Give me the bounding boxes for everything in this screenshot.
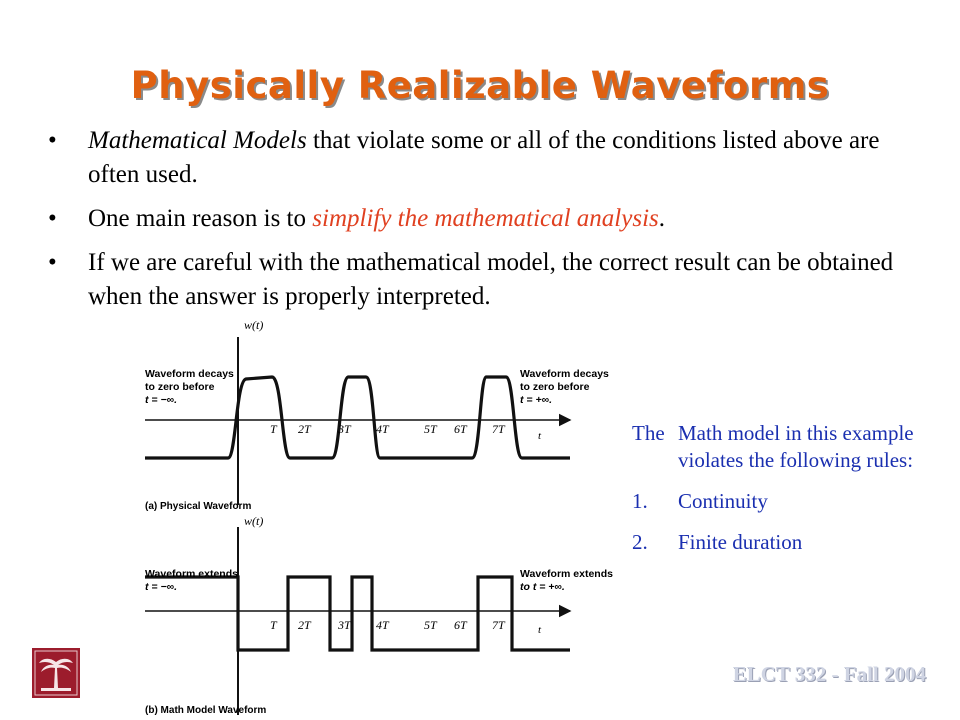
- bullet-item: [48, 246, 928, 314]
- rule-list-item: [632, 488, 932, 515]
- bullet-text: that violate some or all of the conditions listed above are often used.: [88, 127, 880, 188]
- top-left-note-3: t = −∞.: [145, 394, 177, 406]
- top-right-note-1: Waveform decays: [520, 368, 609, 380]
- top-tick-labels: [270, 422, 506, 436]
- bottom-right-note-1: Waveform extends: [520, 568, 613, 580]
- bullet-highlight: simplify the mathematical analysis: [312, 205, 659, 232]
- math-waveform-trace: [145, 577, 570, 650]
- bottom-tick-labels: [270, 618, 506, 632]
- tick-label: T: [270, 422, 277, 436]
- bullet-prefix: One main reason is to: [88, 205, 313, 232]
- bottom-left-note-2: t = −∞.: [145, 581, 177, 593]
- bullet-marker: •: [48, 249, 57, 276]
- tick-label: 4T: [376, 422, 389, 436]
- side-note-intro: [632, 420, 932, 474]
- footer-course: ELCT 332 - Fall 2004: [732, 662, 926, 686]
- rule-number: 2.: [632, 530, 648, 554]
- rule-list-item: [632, 529, 932, 556]
- tick-label: 4T: [376, 618, 389, 632]
- top-caption: (a) Physical Waveform: [145, 501, 252, 512]
- tick-label: 2T: [298, 618, 311, 632]
- top-ylabel: w(t): [244, 318, 264, 332]
- bullet-text: If we are careful with the mathematical model, the correct result can be obtained when the answer is properly interpreted.: [88, 249, 894, 310]
- slide-title: Physically Realizable Waveforms: [130, 64, 830, 107]
- top-left-note-2: to zero before: [145, 381, 215, 393]
- rule-text: Finite duration: [678, 530, 803, 554]
- rule-number: 1.: [632, 489, 648, 513]
- bullet-marker: •: [48, 127, 57, 154]
- bullet-list: [48, 124, 928, 324]
- physical-waveform-panel: [145, 318, 609, 512]
- tick-label: 5T: [424, 618, 437, 632]
- waveform-svg: [140, 315, 620, 720]
- bottom-ylabel: w(t): [244, 514, 264, 528]
- bullet-marker: •: [48, 205, 57, 232]
- side-note-intro-text: Math model in this example violates the following rules:: [678, 421, 914, 472]
- tick-label: 3T: [338, 422, 351, 436]
- bottom-axis-label: t: [538, 624, 542, 636]
- top-right-note-2: to zero before: [520, 381, 590, 393]
- bullet-item: [48, 202, 928, 236]
- bottom-left-note-1: Waveform extends: [145, 568, 238, 580]
- bullet-italic-lead: Mathematical Models: [88, 127, 307, 154]
- tick-label: 6T: [454, 618, 467, 632]
- tick-label: T: [270, 618, 277, 632]
- top-left-note-1: Waveform decays: [145, 368, 234, 380]
- top-axis-label: t: [538, 430, 542, 442]
- bullet-suffix: .: [658, 205, 665, 232]
- tick-label: 5T: [424, 422, 437, 436]
- waveform-figure: [140, 315, 620, 720]
- tick-label: 7T: [492, 422, 505, 436]
- tick-label: 3T: [338, 618, 351, 632]
- bullet-item: [48, 124, 928, 192]
- side-note-intro-lead: The: [632, 421, 665, 445]
- side-note: [632, 420, 932, 570]
- palmetto-tree-logo-icon: [32, 648, 80, 698]
- tick-label: 7T: [492, 618, 505, 632]
- tick-label: 6T: [454, 422, 467, 436]
- bottom-right-note-2: to t = +∞.: [520, 581, 565, 593]
- rule-text: Continuity: [678, 489, 768, 513]
- math-model-waveform-panel: [145, 514, 613, 716]
- tick-label: 2T: [298, 422, 311, 436]
- top-right-note-3: t = +∞.: [520, 394, 552, 406]
- bottom-caption: (b) Math Model Waveform: [145, 705, 267, 716]
